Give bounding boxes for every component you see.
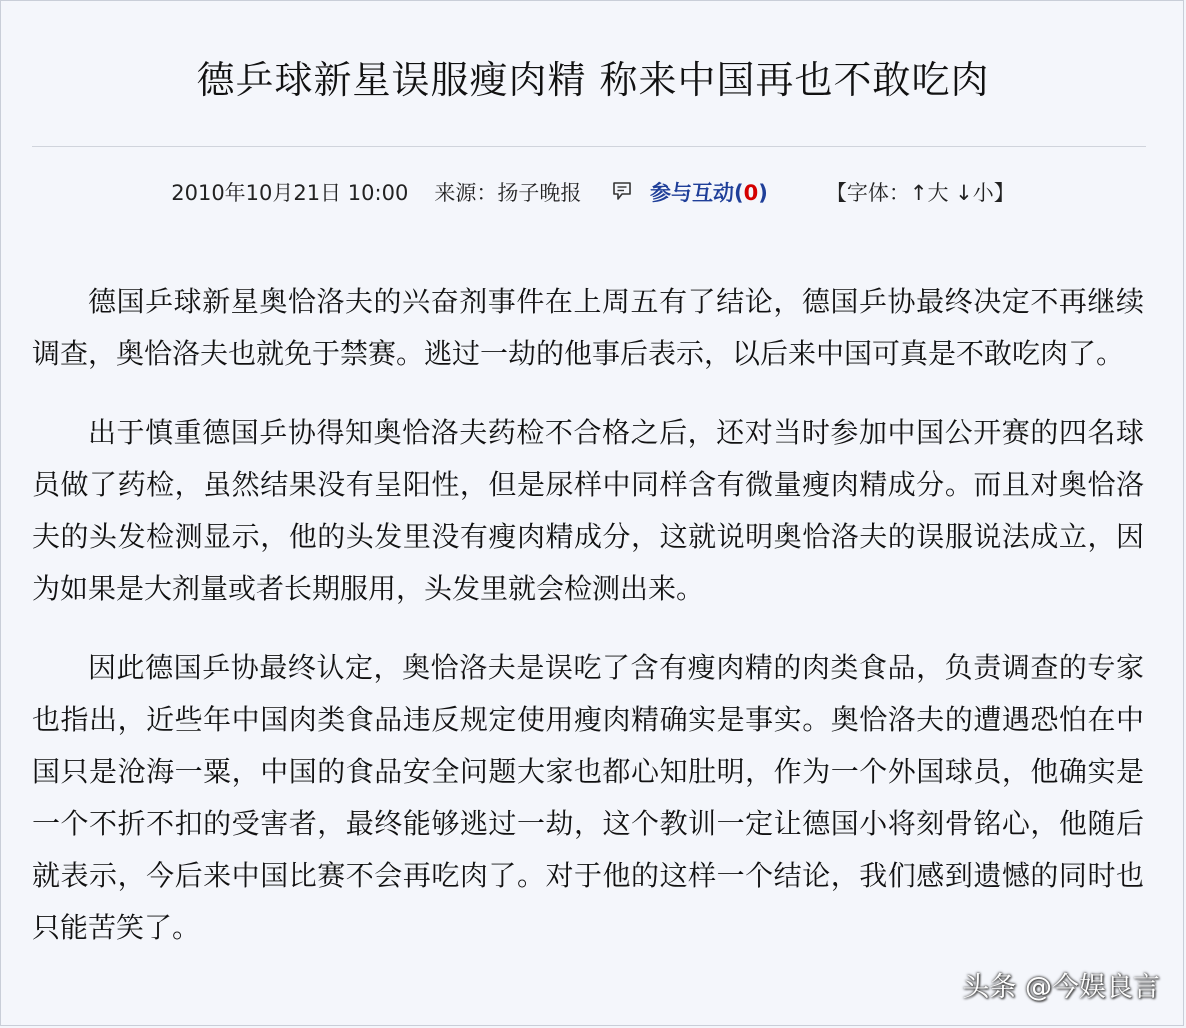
- article-body: [32, 276, 1144, 981]
- font-size-control: [826, 174, 1015, 212]
- article-meta: [0, 174, 1186, 212]
- title-divider: [32, 146, 1146, 147]
- comment-count[interactable]: 0: [743, 181, 759, 205]
- font-larger-button[interactable]: ↑大: [909, 181, 949, 205]
- article-paragraph: 出于慎重德国乒协得知奥恰洛夫药检不合格之后，还对当时参加中国公开赛的四名球员做了药检，虽然结果没有呈阳性，但是尿样中同样含有微量瘦肉精成分。而且对奥恰洛夫的头发检测显示，他的头发里没有瘦肉精成分，这就说明奥恰洛夫的误服说法成立，因为如果是大剂量或者长期服用，头发里就会检测出来。: [32, 416, 1144, 605]
- article-source: 来源：扬子晚报: [434, 181, 582, 205]
- watermark: 头条 @今娱良言: [962, 972, 1160, 1003]
- article-paragraph: 德国乒球新星奥恰洛夫的兴奋剂事件在上周五有了结论，德国乒协最终决定不再继续调查，奥恰洛夫也就免于禁赛。逃过一劫的他事后表示，以后来中国可真是不敢吃肉了。: [32, 285, 1144, 370]
- article-title: 德乒球新星误服瘦肉精 称来中国再也不敢吃肉: [196, 58, 990, 102]
- paren-close: ): [758, 181, 768, 205]
- article-paragraph: 因此德国乒协最终认定，奥恰洛夫是误吃了含有瘦肉精的肉类食品，负责调查的专家也指出，近些年中国肉类食品违反规定使用瘦肉精确实是事实。奥恰洛夫的遭遇恐怕在中国只是沧海一粟，中国的食品安全问题大家也都心知肚明，作为一个外国球员，他确实是一个不折不扣的受害者，最终能够逃过一劫，这个教训一定让德国小将刻骨铭心，他随后就表示，今后来中国比赛不会再吃肉了。对于他的这样一个结论，我们感到遗憾的同时也只能苦笑了。: [32, 651, 1144, 944]
- font-label: 【字体：: [825, 181, 910, 205]
- font-smaller-button[interactable]: ↓小: [955, 181, 994, 205]
- interact-link-group[interactable]: [611, 174, 768, 212]
- font-bracket-close: 】: [993, 181, 1015, 205]
- publish-date: 2010年10月21日 10:00: [171, 181, 409, 205]
- interact-link[interactable]: 参与互动: [650, 181, 735, 205]
- comment-icon[interactable]: [611, 180, 633, 202]
- paren-open: (: [734, 181, 744, 205]
